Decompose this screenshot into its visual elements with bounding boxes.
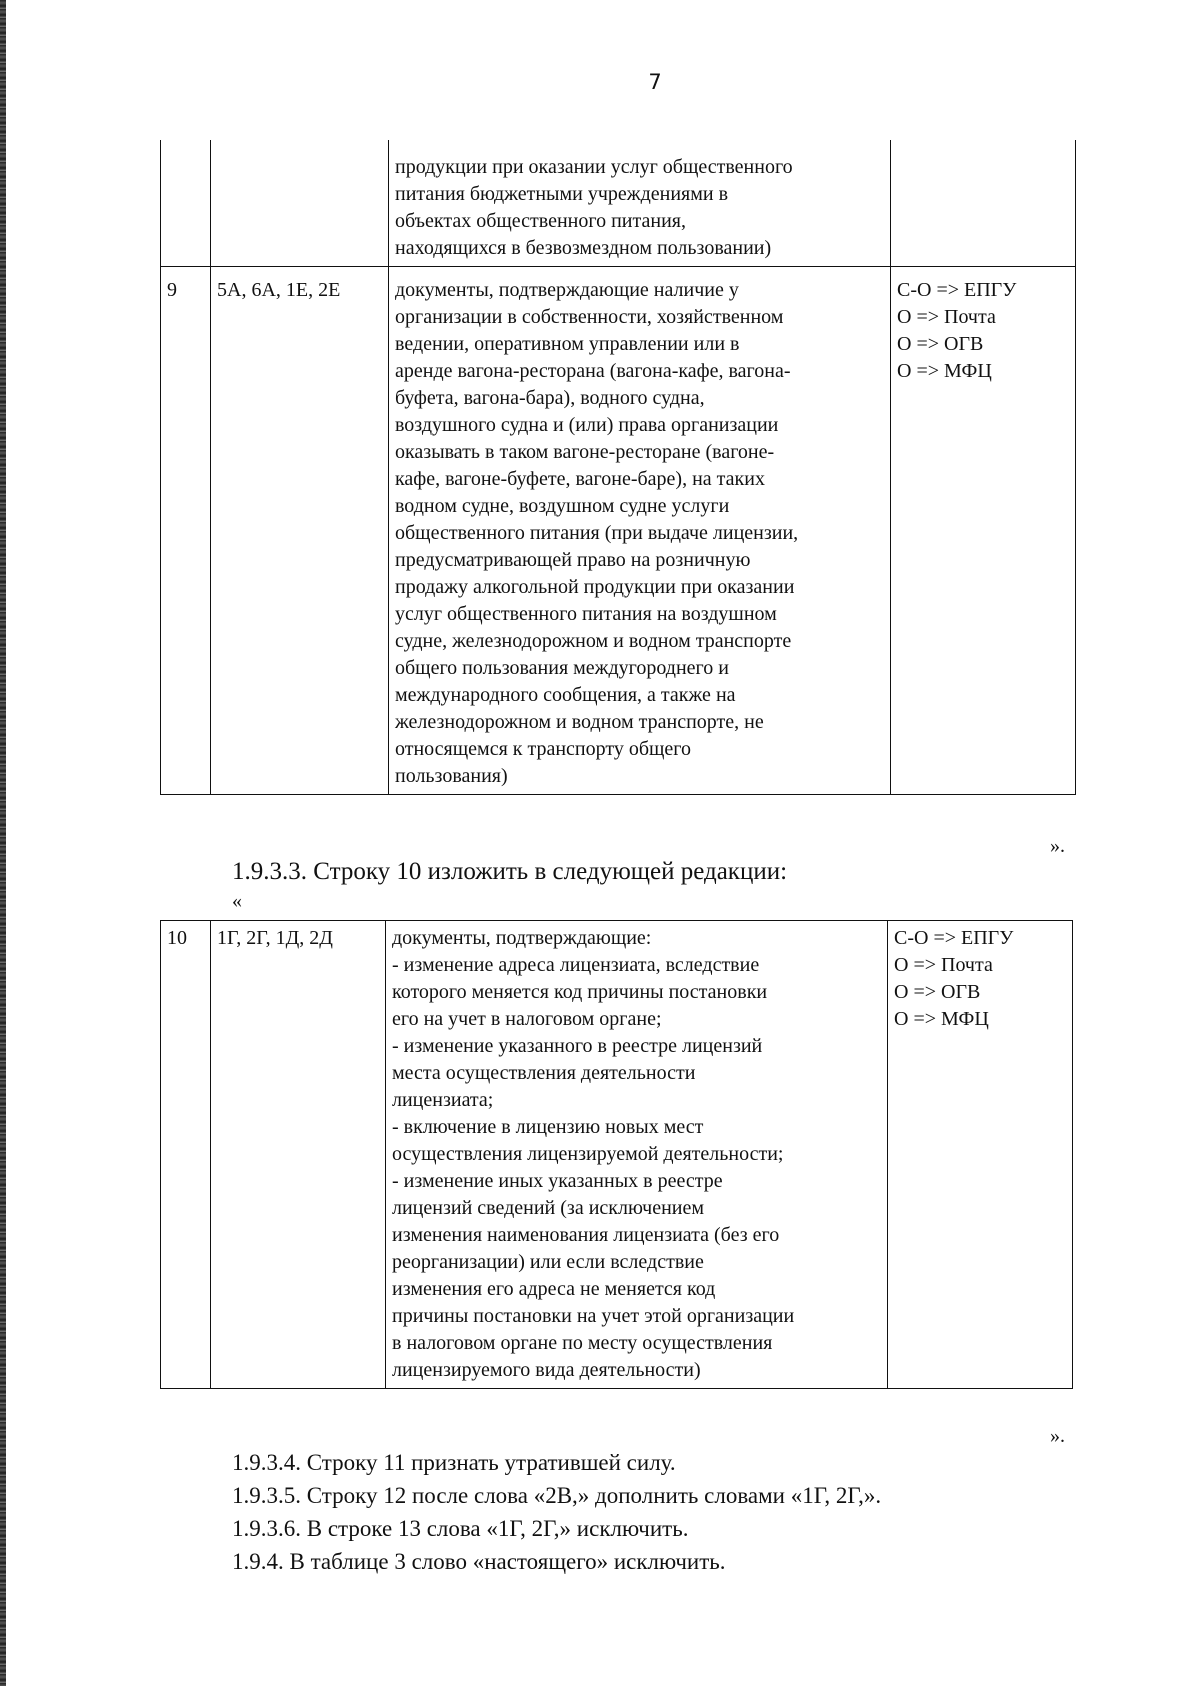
table-row [161,921,1073,1389]
cell-codes [211,140,389,267]
list-item: 1.9.3.5. Строку 12 после слова «2В,» дополнить словами «1Г, 2Г,». [232,1483,882,1508]
list-item: 1.9.3.6. В строке 13 слова «1Г, 2Г,» исключить. [232,1516,689,1541]
closing-quote: ». [1050,1425,1065,1447]
cell-channels [891,140,1076,267]
cell-channels: С-О => ЕПГУ О => Почта О => ОГВ О => МФЦ [891,267,1076,795]
cell-text: документы, подтверждающие наличие у организации в собственности, хозяйственном ведении, оперативном управлении или в аренде вагона-ресторана (вагона-кафе, вагона- буфета, вагона-бара), водного судна, воздушного судна и (или) права организации оказывать в таком вагоне-ресторане (вагоне- кафе, вагоне-буфете, вагоне-баре), на таких водном судне, воздушном судне услуги общественного питания (при выдаче лицензии, предусматривающей право на розничную продажу алкогольной продукции при оказании услуг общественного питания на воздушном судне, железнодорожном и водном транспорте общего пользования междугороднего и международного сообщения, а также на железнодорожном и водном транспорте, не относящемся к транспорту общего пользования) [389,267,891,795]
cell-text: продукции при оказании услуг общественного питания бюджетными учреждениями в объектах общественного питания, находящихся в безвозмездном пользовании) [389,140,891,267]
table-row [161,140,1076,267]
cell-num: 9 [161,267,211,795]
table-row-10 [160,920,1073,1389]
page-number: 7 [648,70,662,94]
closing-quote: ». [1050,835,1065,857]
cell-num [161,140,211,267]
scan-edge [0,0,6,1686]
cell-codes: 5А, 6А, 1Е, 2Е [211,267,389,795]
section-heading: 1.9.3.3. Строку 10 изложить в следующей редакции: [232,858,788,885]
table-row [161,267,1076,795]
cell-text: документы, подтверждающие: - изменение адреса лицензиата, вследствие которого меняется код причины постановки его на учет в налоговом органе; - изменение указанного в реестре лицензий места осуществления деятельности лицензиата; - включение в лицензию новых мест осуществления лицензируемой деятельности; - изменение иных указанных в реестре лицензий сведений (за исключением изменения наименования лицензиата (без его реорганизации) или если вследствие изменения его адреса не меняется код причины постановки на учет этой организации в налоговом органе по месту осуществления лицензируемого вида деятельности) [386,921,888,1389]
opening-quote: « [232,890,242,912]
cell-num: 10 [161,921,211,1389]
table-continuation [160,140,1076,795]
cell-codes: 1Г, 2Г, 1Д, 2Д [211,921,386,1389]
list-item: 1.9.3.4. Строку 11 признать утратившей силу. [232,1450,676,1475]
list-item: 1.9.4. В таблице 3 слово «настоящего» исключить. [232,1549,726,1574]
cell-channels: С-О => ЕПГУ О => Почта О => ОГВ О => МФЦ [888,921,1073,1389]
